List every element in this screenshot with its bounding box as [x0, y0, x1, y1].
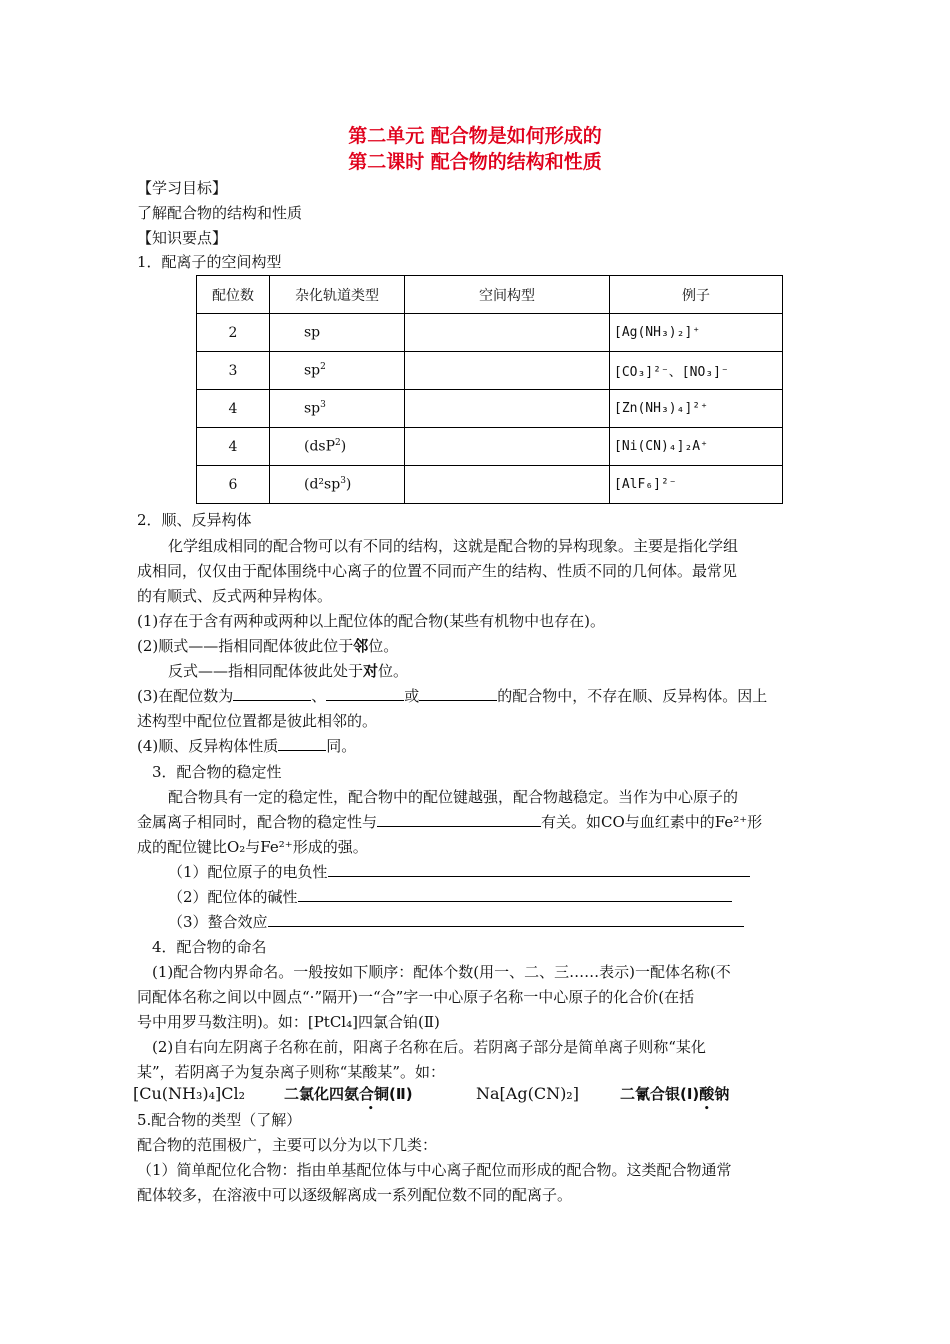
cell-example: [Ag(NH₃)₂]⁺ [610, 314, 783, 352]
page-subtitle: 第二课时 配合物的结构和性质 [348, 151, 602, 173]
example-formula-1: [Cu(NH₃)₄]Cl₂ [133, 1084, 246, 1103]
example-name-1: 二氯化四氨合铜(Ⅱ) • [284, 1084, 413, 1104]
section-2-item-2: (2)顺式——指相同配体彼此位于邻位。 [137, 637, 399, 655]
header-cell: 杂化轨道类型 [270, 276, 405, 314]
cell-hybrid: $sp^3$ [270, 390, 405, 428]
points-heading: 【知识要点】 [137, 229, 228, 247]
section-4-paragraph: (1)配合物内界命名。一般按如下顺序：配体个数(用一、二、三……表示)一配体名称(不 [152, 963, 731, 981]
table-row [197, 352, 783, 390]
section-2-item-3b: 述构型中配位位置都是彼此相邻的。 [137, 712, 378, 730]
section-2-item-4: (4)顺、反异构体性质 同。 [137, 737, 357, 755]
section-2-heading: 2．顺、反异构体 [137, 511, 252, 529]
cell-geometry [405, 390, 610, 428]
cell-hybrid: sp [270, 314, 405, 352]
section-2-item-2b: 反式——指相同配体彼此处于对位。 [168, 662, 409, 680]
cell-hybrid: $(d^2sp^3)$ [270, 466, 405, 504]
cell-geometry [405, 428, 610, 466]
section-3-paragraph: 成的配位键比O₂与Fe²⁺形成的强。 [137, 838, 368, 856]
blank-field[interactable] [233, 686, 311, 701]
table-header-row [197, 276, 783, 314]
cell-example: [CO₃]²⁻、[NO₃]⁻ [610, 352, 783, 390]
section-1-heading: 1．配离子的空间构型 [137, 253, 282, 271]
blank-field[interactable] [328, 862, 750, 877]
cell-hybrid: (dsP$^2$) [270, 428, 405, 466]
cell-hybrid: $sp^2$ [270, 352, 405, 390]
table-row [197, 466, 783, 504]
cell-coord-number: 6 [197, 466, 270, 504]
example-formula-2: Na[Ag(CN)₂] [476, 1084, 579, 1103]
cell-coord-number: 3 [197, 352, 270, 390]
page-title: 第二单元 配合物是如何形成的 [348, 125, 602, 147]
section-3-paragraph: 金属离子相同时，配合物的稳定性与 有关。如CO与血红素中的Fe²⁺形 [137, 813, 763, 831]
section-3-heading: 3．配合物的稳定性 [152, 763, 282, 781]
blank-field[interactable] [326, 686, 404, 701]
section-2-paragraph: 的有顺式、反式两种异构体。 [137, 587, 333, 605]
section-4-paragraph: 某”，若阴离子为复杂离子则称“某酸某”。如： [137, 1063, 446, 1081]
section-3-factor-3: （3）螯合效应 [168, 912, 744, 932]
section-5-paragraph: 配合物的范围极广，主要可以分为以下几类： [137, 1136, 438, 1154]
table-row [197, 314, 783, 352]
section-2-paragraph: 成相同，仅仅由于配体围绕中心离子的位置不同而产生的结构、性质不同的几何体。最常见 [137, 562, 738, 580]
cell-coord-number: 4 [197, 390, 270, 428]
coordination-table [196, 275, 783, 504]
example-name-2: 二氰合银(Ⅰ)酸钠 [620, 1085, 730, 1103]
cell-geometry [405, 352, 610, 390]
header-cell: 例子 [610, 276, 783, 314]
header-cell: 空间构型 [405, 276, 610, 314]
table-row [197, 428, 783, 466]
section-4-heading: 4．配合物的命名 [152, 938, 267, 956]
header-cell: 配位数 [197, 276, 270, 314]
section-5-paragraph: （1）简单配位化合物：指由单基配位体与中心离子配位而形成的配合物。这类配合物通常 [137, 1161, 732, 1179]
table-row [197, 390, 783, 428]
objectives-text: 了解配合物的结构和性质 [137, 204, 303, 222]
blank-field[interactable] [419, 686, 497, 701]
section-4-paragraph: 同配体名称之间以中圆点“·”隔开)一“合”字一中心原子名称一中心原子的化合价(在括 [137, 988, 695, 1006]
cell-geometry [405, 314, 610, 352]
blank-field[interactable] [377, 812, 541, 827]
section-5-heading: 5.配合物的类型（了解） [137, 1111, 302, 1129]
section-3-factor-2: （2）配位体的碱性 [168, 887, 732, 907]
objectives-heading: 【学习目标】 [137, 179, 228, 197]
cell-coord-number: 2 [197, 314, 270, 352]
blank-field[interactable] [298, 887, 732, 902]
section-2-item-1: (1)存在于含有两种或两种以上配位体的配合物(某些有机物中也存在)。 [137, 612, 605, 630]
section-3-paragraph: 配合物具有一定的稳定性，配合物中的配位键越强，配合物越稳定。当作为中心原子的 [168, 788, 739, 806]
section-5-paragraph: 配体较多，在溶液中可以逐级解离成一系列配位数不同的配离子。 [137, 1186, 573, 1204]
blank-field[interactable] [268, 912, 744, 927]
section-4-paragraph: 号中用罗马数注明)。如：[PtCl₄]四氯合铂(Ⅱ) [137, 1013, 440, 1031]
blank-field[interactable] [278, 736, 326, 751]
cell-example: [Zn(NH₃)₄]²⁺ [610, 390, 783, 428]
section-2-item-3: (3)在配位数为 、 或 的配合物中，不存在顺、反异构体。因上 [137, 687, 768, 705]
cell-geometry [405, 466, 610, 504]
cell-coord-number: 4 [197, 428, 270, 466]
section-2-paragraph: 化学组成相同的配合物可以有不同的结构，这就是配合物的异构现象。主要是指化学组 [168, 537, 739, 555]
section-3-factor-1: （1）配位原子的电负性 [168, 862, 750, 882]
section-4-paragraph: (2)自右向左阴离子名称在前，阳离子名称在后。若阴离子部分是简单离子则称“某化 [152, 1038, 706, 1056]
cell-example: [AlF₆]²⁻ [610, 466, 783, 504]
cell-example: [Ni(CN)₄]₂A⁺ [610, 428, 783, 466]
